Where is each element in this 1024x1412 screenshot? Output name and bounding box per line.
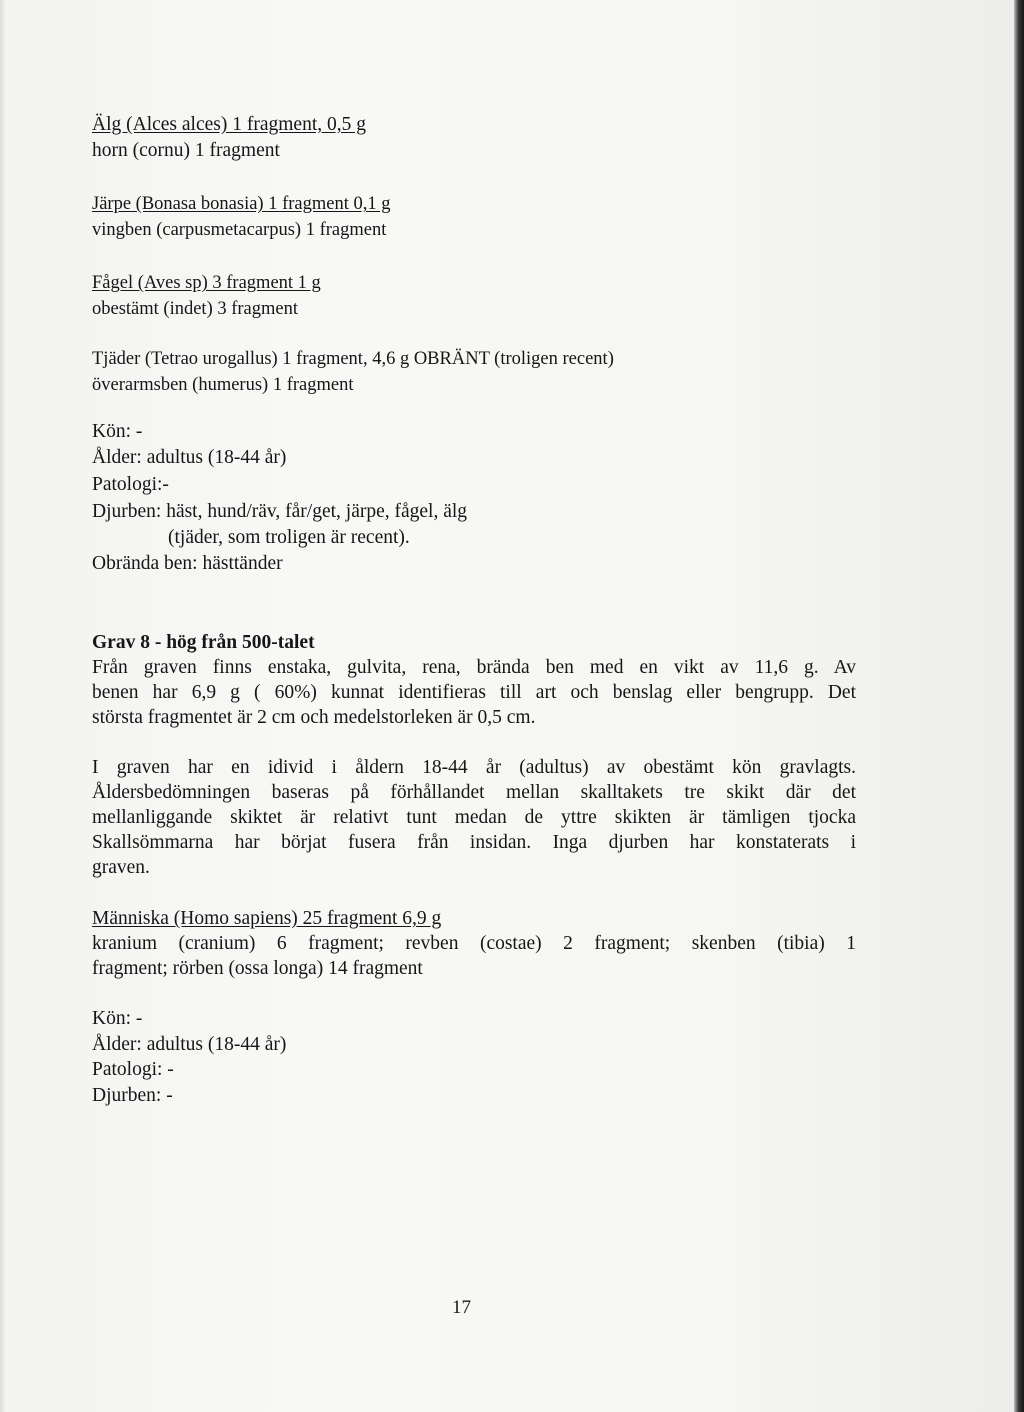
grav8-p2-line3: mellanliggande skiktet är relativt tunt medan de yttre skikten är tämligen tjocka — [92, 807, 856, 828]
page-number: 17 — [452, 1297, 471, 1318]
summary2-patologi: Patologi: - — [92, 1059, 174, 1080]
summary1-alder: Ålder: adultus (18-44 år) — [92, 447, 287, 468]
summary1-kon: Kön: - — [92, 421, 143, 442]
summary1-obranda: Obrända ben: hästtänder — [92, 553, 283, 574]
grav8-human-detail-2: fragment; rörben (ossa longa) 14 fragment — [92, 958, 423, 979]
grav8-p2-line2: Åldersbedömningen baseras på förhållandet mellan skalltakets tre skikt där det — [92, 782, 856, 803]
entry-alg-detail: horn (cornu) 1 fragment — [92, 140, 280, 161]
summary2-djurben: Djurben: - — [92, 1085, 173, 1106]
summary1-djurben: Djurben: häst, hund/räv, får/get, järpe, fågel, älg — [92, 501, 468, 522]
scan-left-edge — [0, 0, 6, 1412]
summary2-kon: Kön: - — [92, 1008, 143, 1029]
entry-tjader-detail: överarmsben (humerus) 1 fragment — [92, 375, 354, 395]
scan-right-edge — [1014, 0, 1024, 1412]
grav8-p2-line5: graven. — [92, 857, 150, 878]
grav8-p2-line4: Skallsömmarna har börjat fusera från insidan. Inga djurben har konstaterats i — [92, 832, 856, 853]
entry-jarpe-taxon: Järpe (Bonasa bonasia) 1 fragment 0,1 g — [92, 194, 391, 214]
summary1-patologi: Patologi:- — [92, 474, 169, 495]
grav8-human-detail-1: kranium (cranium) 6 fragment; revben (costae) 2 fragment; skenben (tibia) 1 — [92, 933, 856, 954]
grav8-p1-line2: benen har 6,9 g ( 60%) kunnat identifieras till art och benslag eller bengrupp. Det — [92, 682, 856, 703]
grav8-human-taxon: Människa (Homo sapiens) 25 fragment 6,9 g — [92, 908, 442, 929]
grav8-p2-line1: I graven har en idivid i åldern 18-44 år (adultus) av obestämt kön gravlagts. — [92, 757, 856, 778]
summary2-alder: Ålder: adultus (18-44 år) — [92, 1034, 287, 1055]
summary1-djurben-cont: (tjäder, som troligen är recent). — [168, 527, 410, 548]
grav8-heading: Grav 8 - hög från 500-talet — [92, 632, 315, 653]
entry-tjader-taxon: Tjäder (Tetrao urogallus) 1 fragment, 4,6 g OBRÄNT (troligen recent) — [92, 349, 614, 369]
entry-jarpe-detail: vingben (carpusmetacarpus) 1 fragment — [92, 220, 387, 240]
grav8-p1-line3: största fragmentet är 2 cm och medelstorleken är 0,5 cm. — [92, 707, 536, 728]
entry-fagel-detail: obestämt (indet) 3 fragment — [92, 299, 299, 319]
entry-alg-taxon: Älg (Alces alces) 1 fragment, 0,5 g — [92, 114, 366, 135]
entry-fagel-taxon: Fågel (Aves sp) 3 fragment 1 g — [92, 273, 321, 293]
grav8-p1-line1: Från graven finns enstaka, gulvita, rena, brända ben med en vikt av 11,6 g. Av — [92, 657, 856, 678]
